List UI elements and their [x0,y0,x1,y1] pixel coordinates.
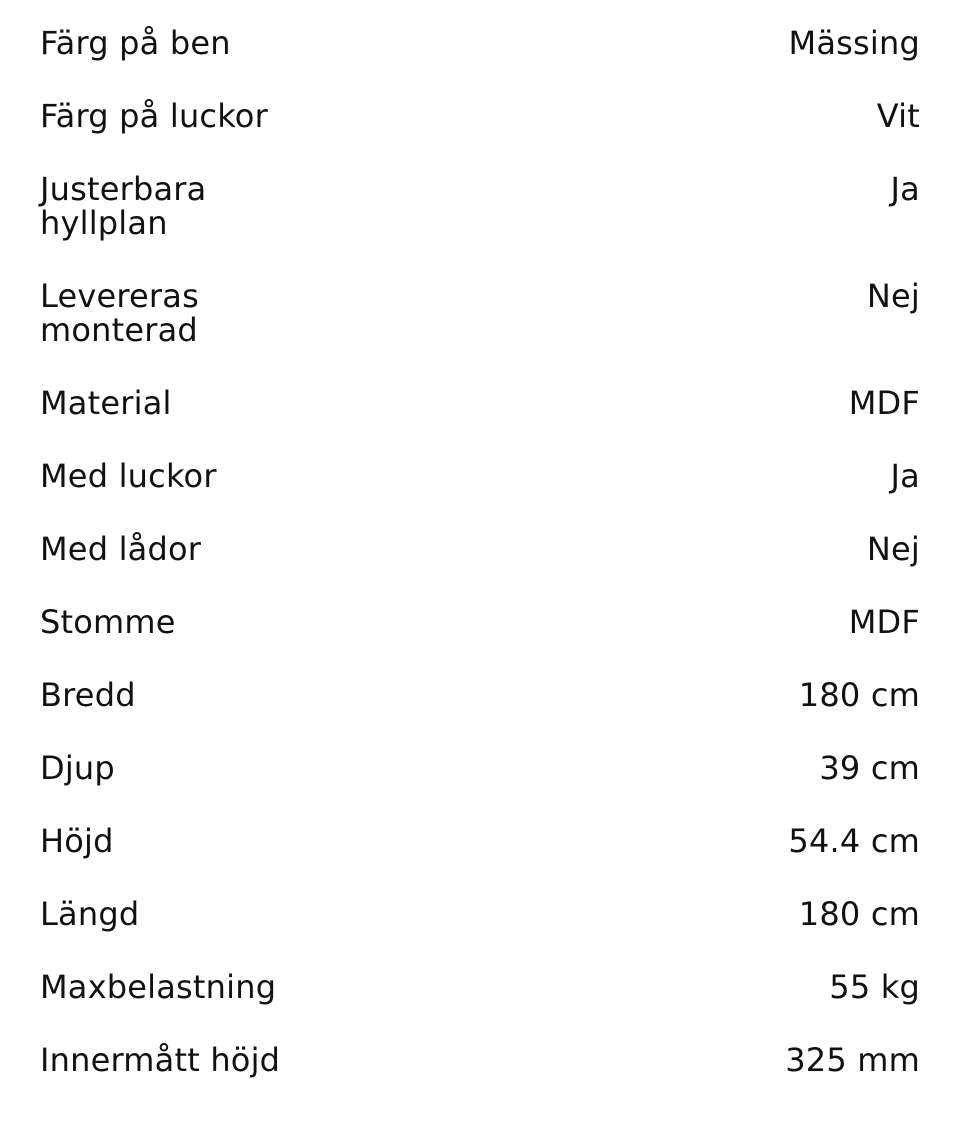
spec-label: Levereras monterad [40,277,199,349]
spec-row-max-load [0,970,960,1043]
spec-value: 39 cm [819,749,920,787]
spec-label: Höjd [40,822,114,860]
spec-label: Färg på luckor [40,97,268,135]
spec-value: Nej [866,530,920,568]
spec-label: Justerbara hyllplan [40,170,207,242]
spec-row-material [0,386,960,459]
spec-row-leg-color [0,26,960,99]
spec-value: 180 cm [798,676,920,714]
spec-value: MDF [848,384,920,422]
spec-label: Innermått höjd [40,1041,281,1079]
spec-label: Maxbelastning [40,968,277,1006]
spec-value: Ja [890,457,920,495]
spec-label: Bredd [40,676,136,714]
spec-row-adjustable-shelves [0,172,960,279]
spec-value: 180 cm [798,895,920,933]
spec-value: 54.4 cm [788,822,920,860]
spec-value: 325 mm [785,1041,920,1079]
spec-value: Mässing [788,24,920,62]
spec-value: Nej [866,277,920,315]
spec-label: Längd [40,895,140,933]
spec-row-inner-height [0,1043,960,1116]
spec-label: Färg på ben [40,24,231,62]
spec-row-with-drawers [0,532,960,605]
spec-row-width [0,678,960,751]
spec-row-door-color [0,99,960,172]
spec-label: Djup [40,749,115,787]
spec-row-delivered-assembled [0,279,960,386]
spec-value: 55 kg [829,968,920,1006]
spec-row-depth [0,751,960,824]
spec-row-height [0,824,960,897]
spec-value: Vit [876,97,920,135]
spec-row-with-doors [0,459,960,532]
spec-label: Stomme [40,603,176,641]
spec-value: Ja [890,170,920,208]
spec-label: Med luckor [40,457,217,495]
spec-value: MDF [848,603,920,641]
spec-label: Med lådor [40,530,202,568]
spec-row-length [0,897,960,970]
spec-label: Material [40,384,172,422]
spec-row-frame [0,605,960,678]
